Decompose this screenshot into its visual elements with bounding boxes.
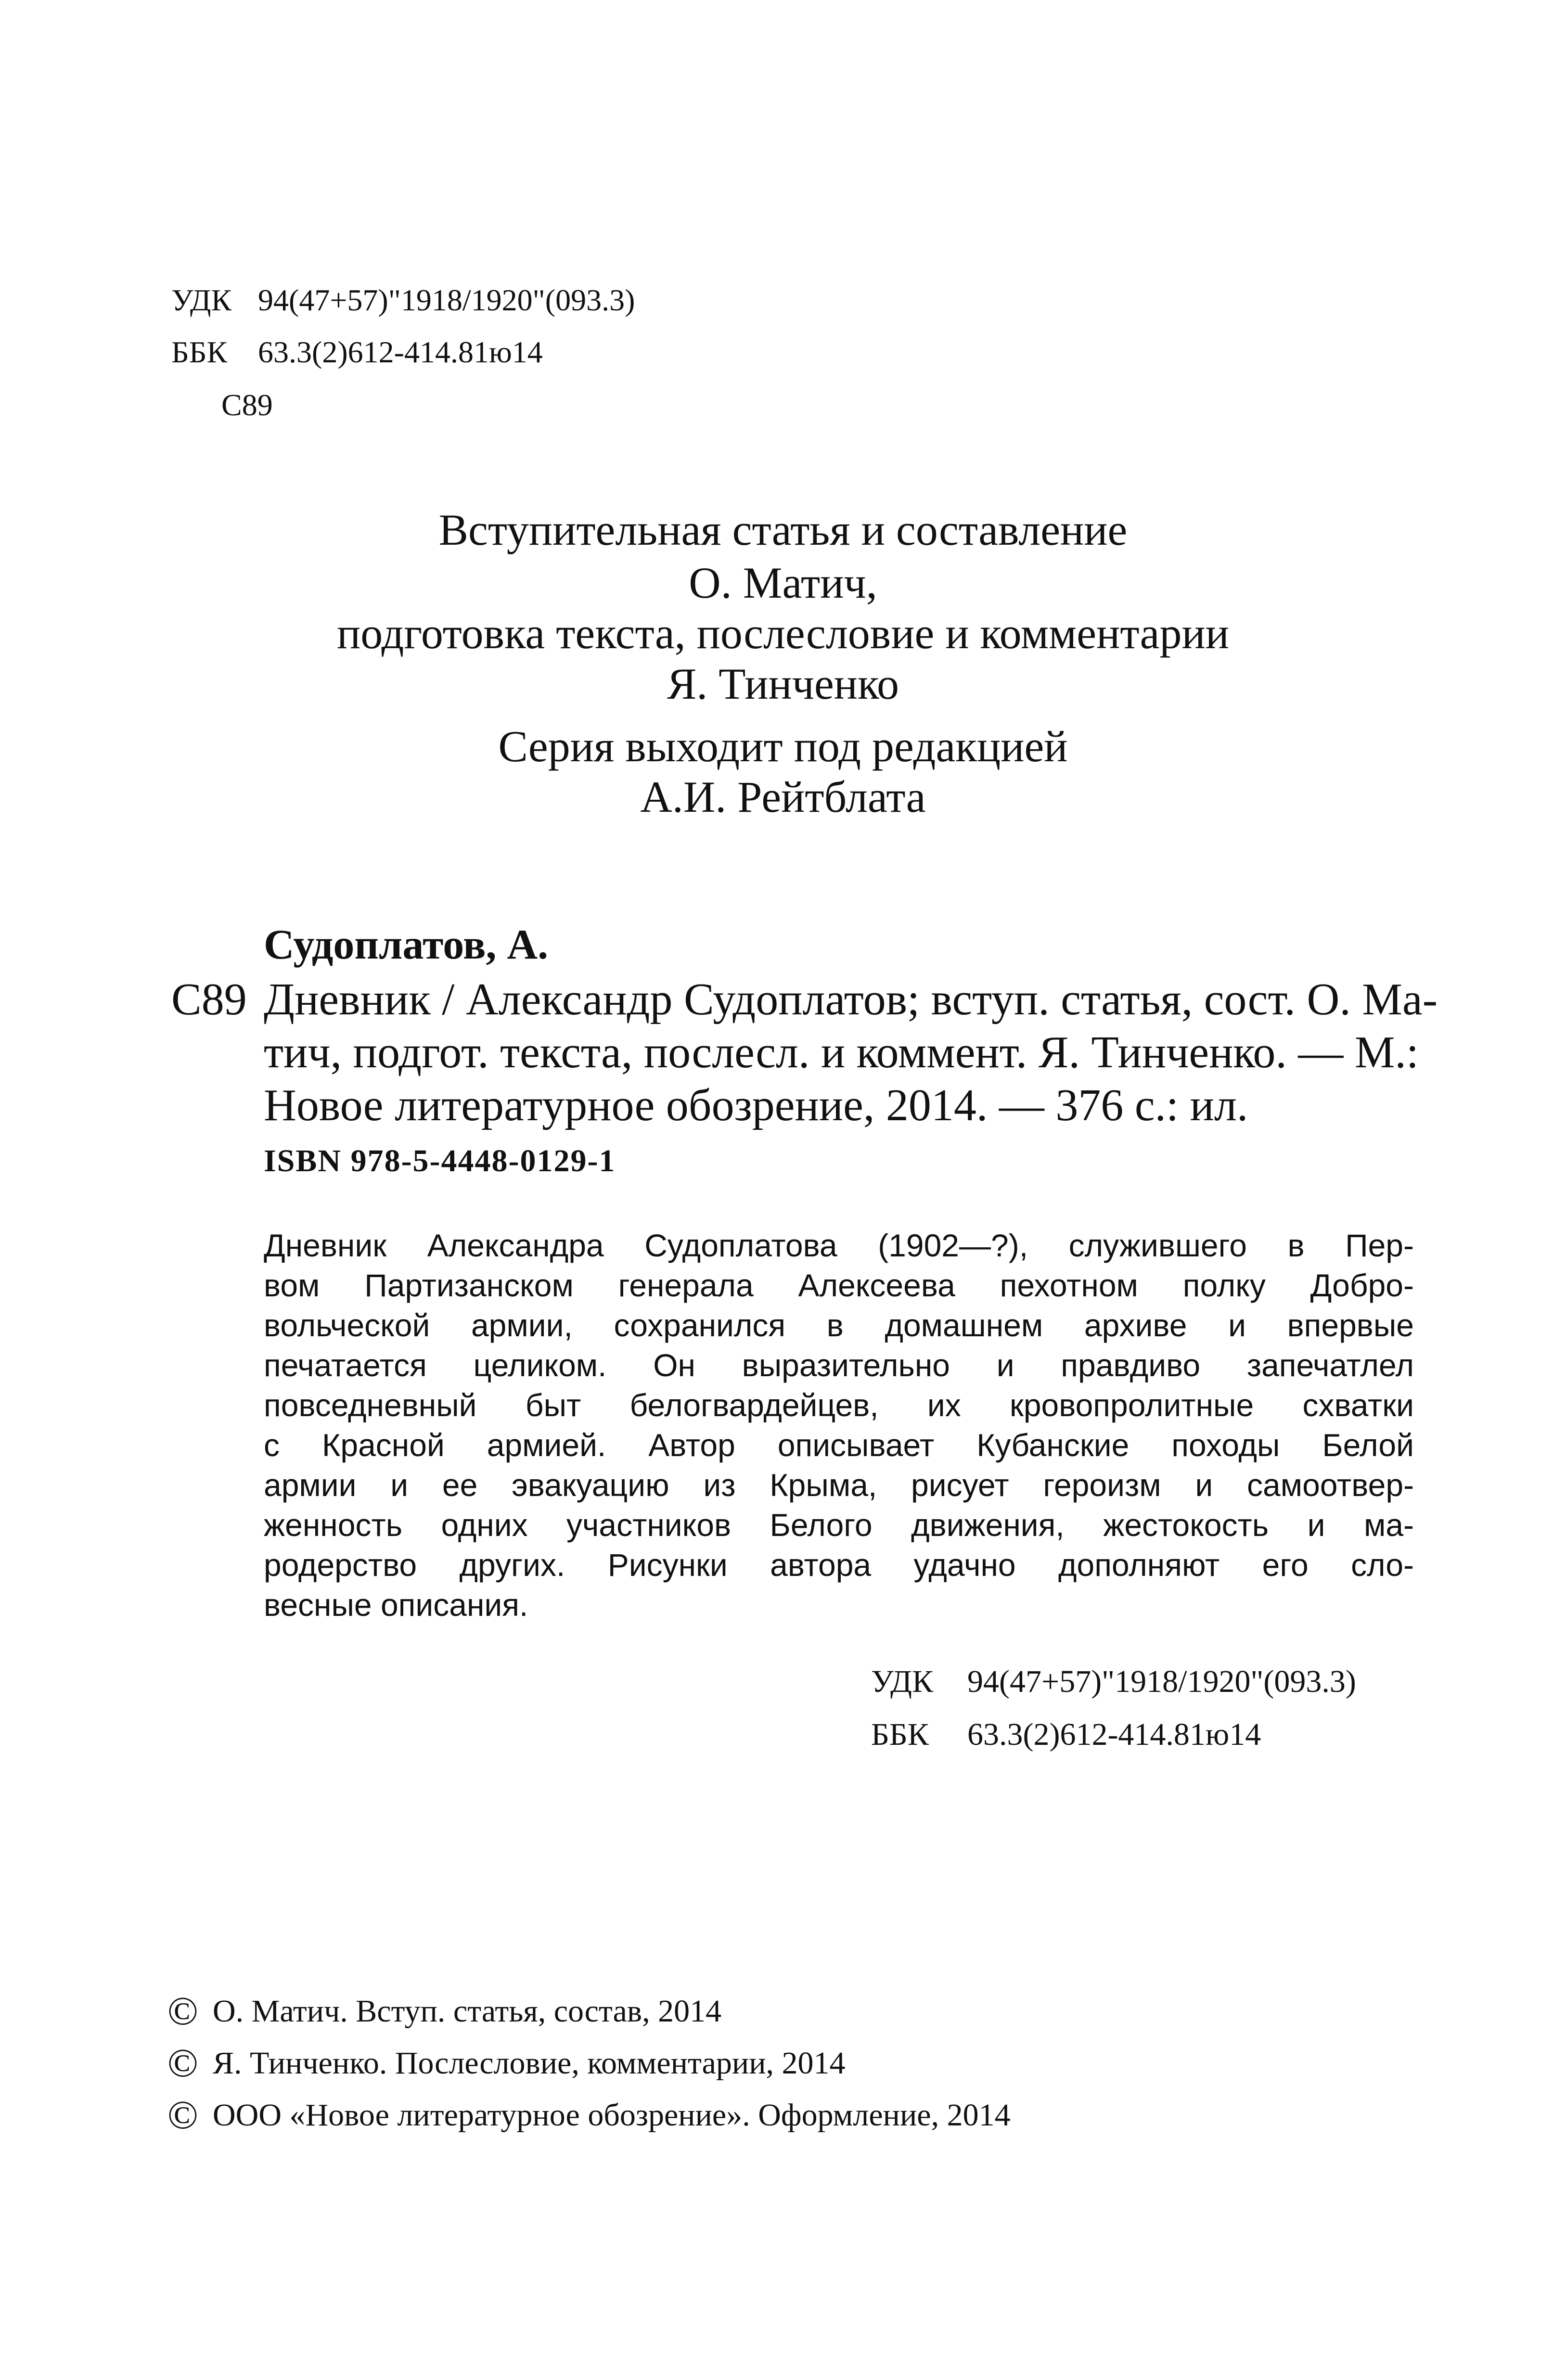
author-mark-top: С89 — [221, 388, 273, 422]
credits-compiler: О. Матич, — [689, 558, 877, 607]
annotation-line: женность одних участников Белого движения, жестокость и ма- — [264, 1507, 1414, 1543]
udk-line-bottom — [871, 1666, 1356, 1698]
annotation-line: с Красной армией. Автор описывает Кубанские походы Белой — [264, 1427, 1414, 1463]
series-editor: А.И. Рейтблата — [640, 772, 926, 821]
record-code: С89 — [171, 974, 247, 1024]
bbk-value: 63.3(2)612-414.81ю14 — [258, 335, 543, 369]
udk-line-top — [171, 285, 635, 316]
annotation-line: Дневник Александра Судоплатова (1902—?), служившего в Пер- — [264, 1228, 1414, 1263]
annotation-line: армии и ее эвакуацию из Крыма, рисует героизм и самоотвер- — [264, 1467, 1414, 1503]
copyright-icon: © — [167, 2041, 198, 2086]
annotation-line: весные описания. — [264, 1587, 528, 1623]
udk-value: 94(47+57)"1918/1920"(093.3) — [967, 1664, 1356, 1699]
credits-intro: Вступительная статья и составление — [438, 505, 1128, 554]
annotation-line: вольческой армии, сохранился в домашнем архиве и впервые — [264, 1307, 1414, 1343]
annotation-line: повседневный быт белогвардейцев, их кровопролитные схватки — [264, 1387, 1414, 1423]
isbn: ISBN 978-5-4448-0129-1 — [264, 1143, 616, 1178]
credits-preparation: подготовка текста, послесловие и комментарии — [337, 609, 1229, 658]
annotation-line: печатается целиком. Он выразительно и правдиво запечатлел — [264, 1347, 1414, 1383]
udk-value: 94(47+57)"1918/1920"(093.3) — [258, 283, 635, 317]
record-line-3: Новое литературное обозрение, 2014. — 376 с.: ил. — [264, 1080, 1248, 1130]
record-description — [264, 974, 1438, 1136]
bbk-line-top — [171, 337, 543, 368]
annotation — [264, 1229, 1414, 1629]
copyright-text: О. Матич. Вступ. статья, состав, 2014 — [213, 1994, 722, 2029]
bbk-value: 63.3(2)612-414.81ю14 — [967, 1717, 1261, 1752]
record-line-1: Дневник / Александр Судоплатов; вступ. статья, сост. О. Ма- — [264, 974, 1438, 1024]
annotation-line: вом Партизанском генерала Алексеева пехотном полку Добро- — [264, 1267, 1414, 1303]
record-line-2: тич, подгот. текста, послесл. и коммент. Я. Тинченко. — М.: — [264, 1027, 1419, 1077]
record-author: Судоплатов, А. — [264, 921, 549, 968]
bbk-label: ББК — [171, 335, 228, 369]
copyright-line — [167, 2095, 1011, 2136]
udk-label: УДК — [171, 283, 232, 317]
series-line: Серия выходит под редакцией — [498, 722, 1068, 771]
annotation-line: родерство других. Рисунки автора удачно дополняют его сло- — [264, 1547, 1414, 1583]
copyright-text: ООО «Новое литературное обозрение». Оформление, 2014 — [213, 2098, 1011, 2133]
udk-label: УДК — [871, 1664, 934, 1699]
credits-preparer: Я. Тинченко — [667, 659, 899, 708]
bbk-label: ББК — [871, 1717, 929, 1752]
copyright-icon: © — [167, 1989, 198, 2034]
copyright-icon: © — [167, 2093, 198, 2137]
copyright-line — [167, 2043, 846, 2084]
bbk-line-bottom — [871, 1719, 1261, 1751]
copyright-text: Я. Тинченко. Послесловие, комментарии, 2014 — [213, 2046, 846, 2081]
copyright-line — [167, 1991, 721, 2032]
